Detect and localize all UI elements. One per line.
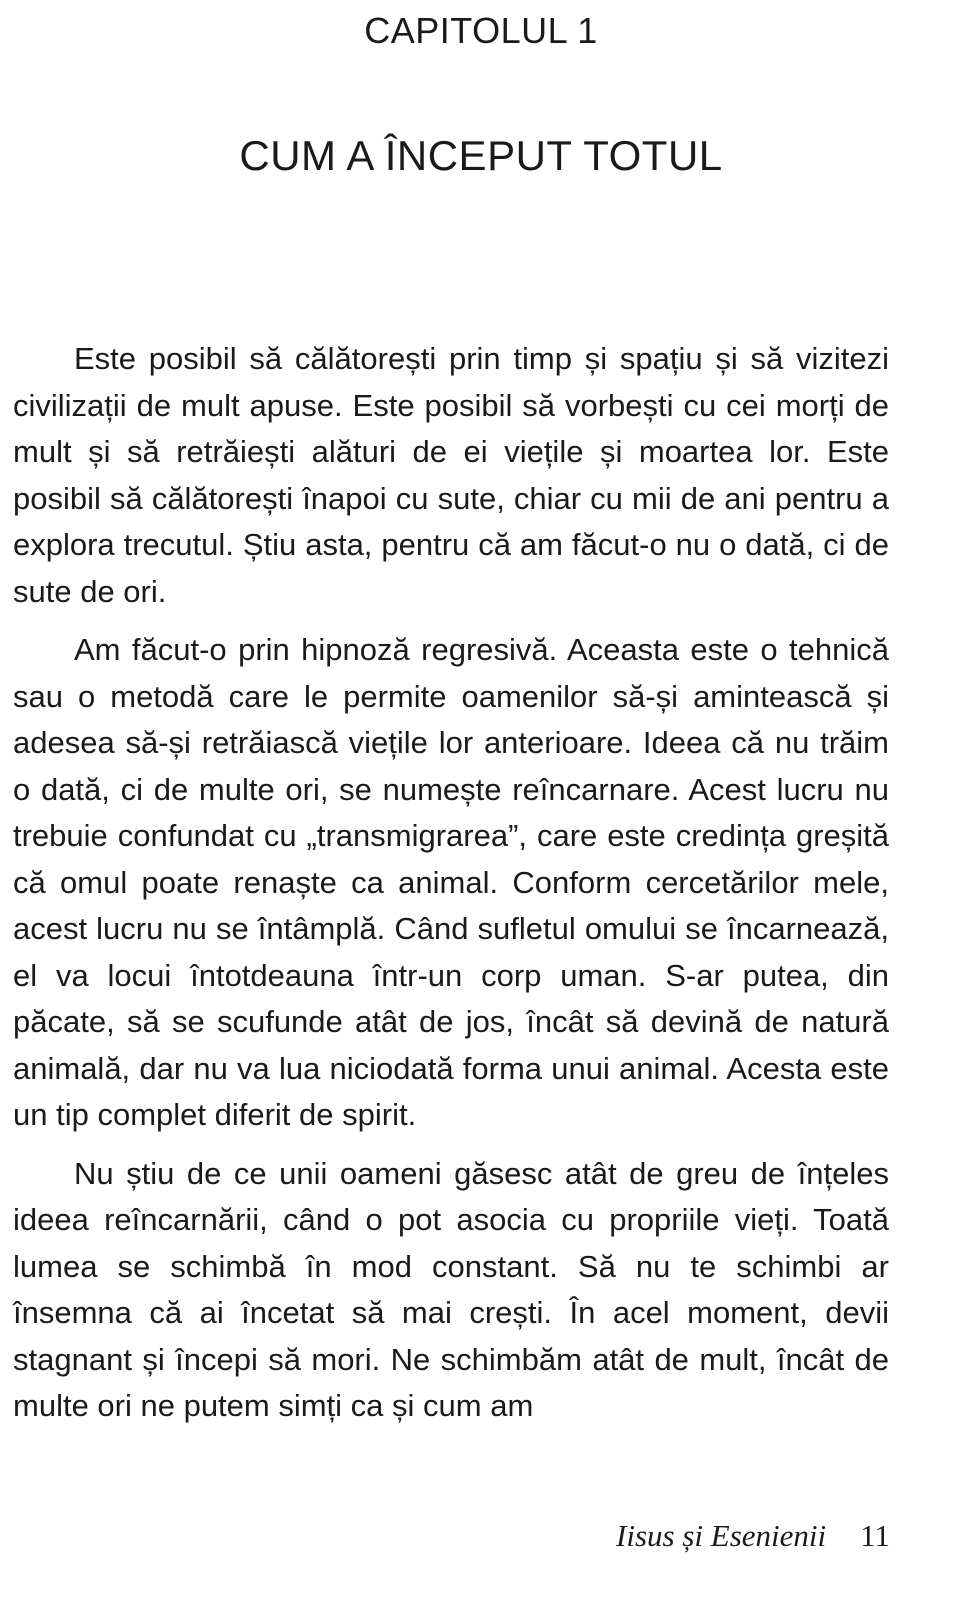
chapter-label: CAPITOLUL 1 bbox=[364, 10, 598, 51]
body-paragraph: Am făcut-o prin hipnoză regresivă. Aceasta este o tehnică sau o metodă care le permite oamenilor să-și amintească și adesea să-și retrăiască viețile lor anterioare. Ideea că nu trăim o dată, ci de multe ori, se numește reîncarnare. Acest lucru nu trebuie confundat cu „transmigrarea”, care este credința greșită că omul poate renaște ca animal. Conform cercetărilor mele, acest lucru nu se întâmplă. Când sufletul omului se încarnează, el va locui întotdeauna într-un corp uman. S-ar putea, din păcate, să se scufunde atât de jos, încât să devină de natură animală, dar nu va lua niciodată forma unui animal. Acesta este un tip complet diferit de spirit. bbox=[13, 632, 889, 1132]
chapter-title: CUM A ÎNCEPUT TOTUL bbox=[239, 132, 723, 179]
page-footer bbox=[616, 1518, 890, 1554]
running-footer-title: Iisus și Esenienii bbox=[616, 1518, 827, 1553]
body-paragraph: Nu știu de ce unii oameni găsesc atât de greu de înțeles ideea reîncarnării, când o pot asocia cu propriile vieți. Toată lumea se schimbă în mod constant. Să nu te schimbi ar însemna că ai încetat să mai crești. În acel moment, devii stagnant și începi să mori. Ne schimbăm atât de mult, încât de multe ori ne putem simți ca și cum am bbox=[13, 1155, 889, 1423]
chapter-body bbox=[13, 336, 889, 1442]
page-number: 11 bbox=[860, 1518, 890, 1553]
body-paragraph: Este posibil să călătorești prin timp și spațiu și să vizitezi civilizații de mult apuse. Este posibil să vorbești cu cei morți de mult și să retrăiești alături de ei viețile și moartea lor. Este posibil să călătorești înapoi cu sute, chiar cu mii de ani pentru a explora trecutul. Știu asta, pentru că am făcut-o nu o dată, ci de sute de ori. bbox=[13, 341, 889, 609]
